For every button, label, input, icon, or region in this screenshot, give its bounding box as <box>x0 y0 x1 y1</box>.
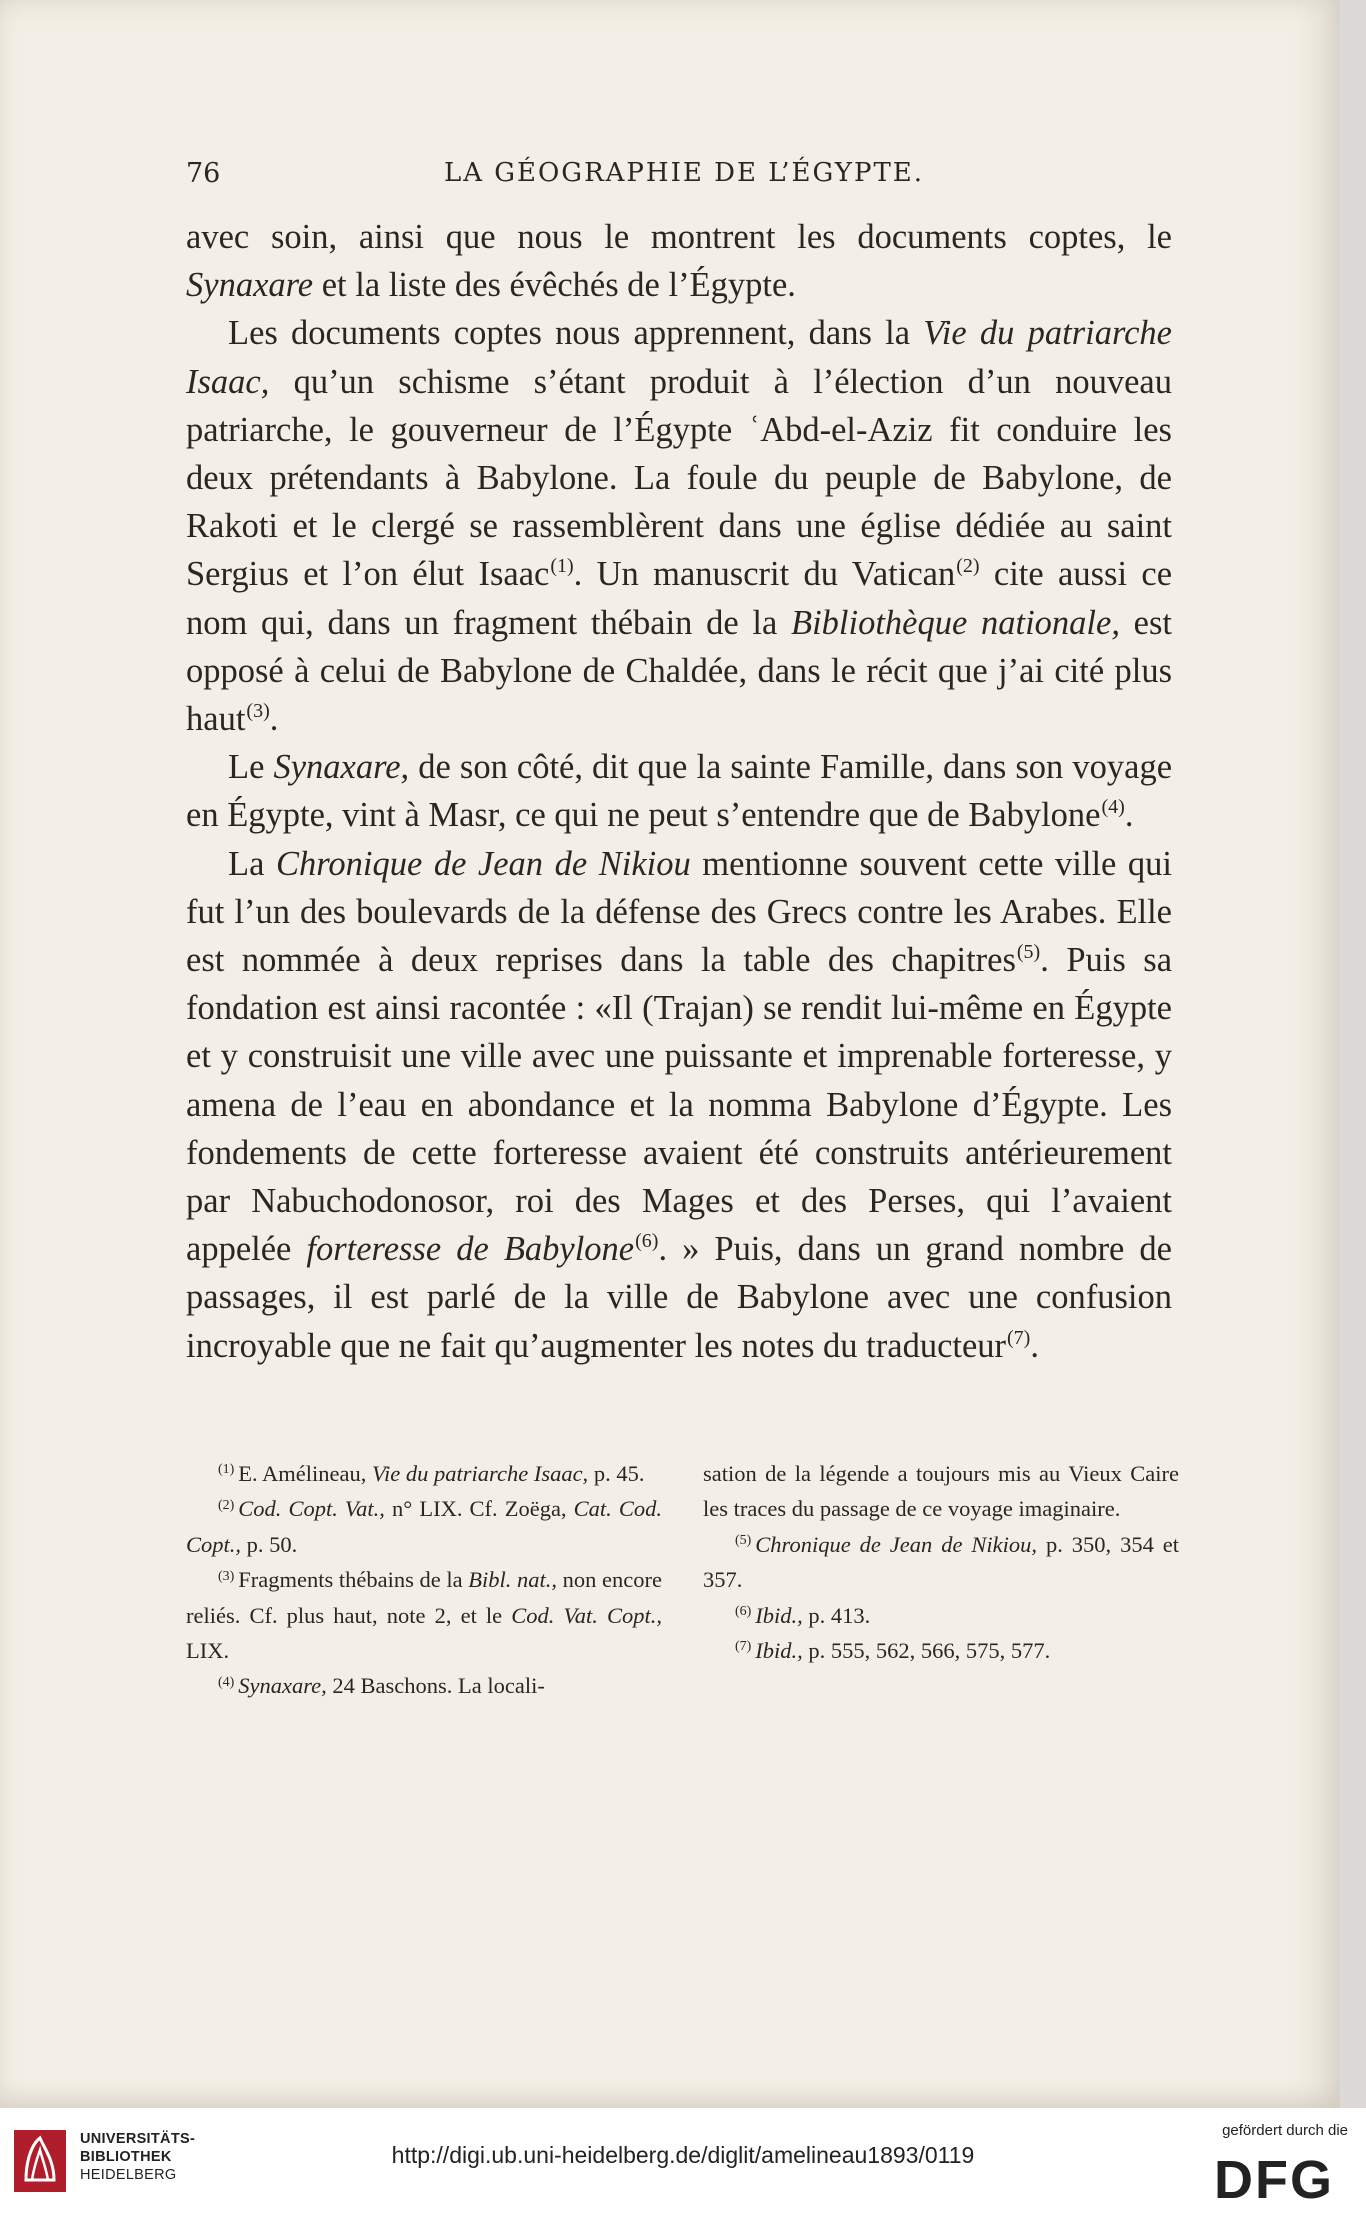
page-number: 76 <box>186 158 221 189</box>
permalink-url[interactable]: http://digi.ub.uni-heidelberg.de/diglit/amelineau1893/0119 <box>391 2142 975 2168</box>
text-run: de son côté, dit que la sainte Famille, dans son voyage en Égypte, vint à Masr, ce qui ne peut s’entendre que de Babylone <box>186 748 1173 835</box>
text-run: Les documents coptes nous apprennent, dans la <box>228 314 924 353</box>
italic-title: Chronique de Jean de Nikiou <box>275 844 691 883</box>
footnote-ref-4[interactable]: (4) <box>1101 796 1125 819</box>
footnote-4-continued: sation de la légende a toujours mis au Vieux Caire les traces du passage de ce voyage imaginaire. <box>703 1461 1179 1522</box>
text-run: . Puis sa fondation est ainsi racontée : «Il (Trajan) se rendit lui-même en Égypte et y construisit une ville avec une puissante et imprenable forteresse, y amena de l’eau en abondance et la nomma Babylone d’Égypte. Les fondements de cette forteresse avaient été construits antérieurement par Nabuchodonosor, roi des Mages et des Perses, qui l’avaient appelée <box>186 941 1173 1269</box>
running-title: LA GÉOGRAPHIE DE L’ÉGYPTE. <box>443 158 925 188</box>
italic-title: Vie du patriarche Isaac, <box>186 314 1172 401</box>
sponsor-logo-text: DFG <box>1214 2152 1334 2204</box>
footnote-6 <box>703 1598 1179 1633</box>
paragraph-1 <box>186 213 1172 309</box>
text-run: est opposé à celui de Babylone de Chaldée, dans le récit que j’ai cité plus haut <box>186 603 1173 739</box>
italic-title: Cod. Vat. Copt., <box>511 1602 662 1628</box>
italic-title: Cod. Copt. Vat., <box>238 1496 385 1522</box>
footnote-mark: (2) <box>218 1497 235 1513</box>
footnote-1 <box>186 1456 662 1491</box>
footnotes <box>186 1456 1182 1766</box>
italic-title: Vie du patriarche Isaac, <box>371 1461 589 1486</box>
italic-title: forteresse de Babylone <box>306 1230 635 1269</box>
footnote-ref-7[interactable]: (7) <box>1007 1326 1031 1349</box>
text-run: n° LIX. Cf. Zoëga, <box>384 1496 574 1522</box>
text-run: qu’un schisme s’étant produit à l’élection d’un nouveau patriarche, le gouverneur de l’Égypte ʿAbd-el-Aziz fit conduire les deux prétendants à Babylone. La foule du peuple de Babylone, de Rakoti et le clergé se rassemblèrent dans une église dédiée au saint Sergius et l’on élut Isaac <box>186 362 1172 594</box>
italic-title: Chronique de Jean de Nikiou, <box>755 1531 1037 1557</box>
text-run: E. Amélineau, <box>238 1461 372 1486</box>
footnote-ref-3[interactable]: (3) <box>246 700 270 723</box>
text-run: p. 45. <box>588 1461 645 1486</box>
footnotes-right-column <box>703 1456 1179 1668</box>
text-run: 24 Baschons. La locali- <box>326 1673 545 1699</box>
footnote-mark: (4) <box>218 1674 235 1690</box>
text-run: avec soin, ainsi que nous le montrent les documents coptes, le <box>186 218 1172 256</box>
footnote-7 <box>703 1633 1179 1668</box>
footnote-ref-6[interactable]: (6) <box>635 1230 659 1253</box>
text-run: p. 555, 562, 566, 575, 577. <box>802 1638 1051 1664</box>
text-run: . <box>1030 1326 1039 1365</box>
paragraph-2 <box>186 309 1172 743</box>
footnote-mark: (5) <box>735 1533 752 1549</box>
italic-title: Ibid., <box>755 1602 803 1628</box>
institution-line: HEIDELBERG <box>80 2167 177 2183</box>
footnote-ref-1[interactable]: (1) <box>550 555 574 578</box>
institution-line: UNIVERSITÄTS- <box>80 2131 196 2147</box>
footnote-mark: (6) <box>735 1603 752 1619</box>
text-run: . » Puis, dans un grand nombre de passages, il est parlé de la ville de Babylone avec une confusion incroyable que ne fait qu’augmenter les notes du traducteur <box>186 1230 1172 1365</box>
paragraph-4 <box>186 840 1172 1370</box>
dfg-logo-icon[interactable] <box>1200 2152 1348 2204</box>
italic-title: Cat. Cod. Copt., <box>186 1496 662 1557</box>
footnote-3 <box>186 1562 662 1668</box>
text-run: Le <box>228 748 274 787</box>
italic-title: Bibliothèque nationale, <box>791 603 1120 642</box>
text-run: mentionne souvent cette ville qui fut l’un des boulevards de la défense des Grecs contre les Arabes. Elle est nommée à deux reprises dans la table des chapitres <box>186 844 1173 980</box>
footnote-mark: (1) <box>218 1462 235 1478</box>
italic-title: Ibid., <box>755 1638 803 1664</box>
text-run: non encore reliés. Cf. plus haut, note 2, et le <box>186 1567 663 1628</box>
italic-title: Synaxare <box>186 266 314 305</box>
footnote-mark: (3) <box>218 1568 235 1584</box>
text-run: cite aussi ce nom qui, dans un fragment thébain de la <box>186 555 1173 642</box>
footnote-ref-2[interactable]: (2) <box>956 555 980 578</box>
text-run: LIX. <box>186 1638 230 1664</box>
italic-title: Bibl. nat., <box>468 1567 558 1593</box>
text-run: . <box>1124 796 1134 835</box>
text-run: Fragments thébains de la <box>238 1567 469 1593</box>
text-run: et la liste des évêchés de l’Égypte. <box>313 266 796 305</box>
footer-bar <box>0 2108 1366 2213</box>
footnote-4 <box>186 1668 662 1703</box>
text-run: . <box>269 700 279 739</box>
institution-line: BIBLIOTHEK <box>80 2149 172 2165</box>
page-header <box>186 150 1182 200</box>
footnote-2 <box>186 1491 662 1562</box>
footnote-mark: (7) <box>735 1639 752 1655</box>
italic-title: Synaxare, <box>238 1673 327 1699</box>
italic-title: Synaxare, <box>273 748 410 787</box>
text-run: p. 350, 354 et 357. <box>703 1531 1179 1593</box>
sponsor-label: gefördert durch die <box>1222 2122 1348 2139</box>
footnotes-left-column <box>186 1456 662 1704</box>
text-run: . Un manuscrit du Vatican <box>573 555 956 594</box>
paragraph-3 <box>186 743 1172 839</box>
body-text <box>186 213 1172 1370</box>
text-run: p. 413. <box>802 1602 871 1628</box>
footnote-5 <box>703 1527 1179 1598</box>
footnote-ref-5[interactable]: (5) <box>1016 941 1041 964</box>
text-run: p. 50. <box>241 1531 298 1557</box>
text-run: La <box>228 844 276 883</box>
